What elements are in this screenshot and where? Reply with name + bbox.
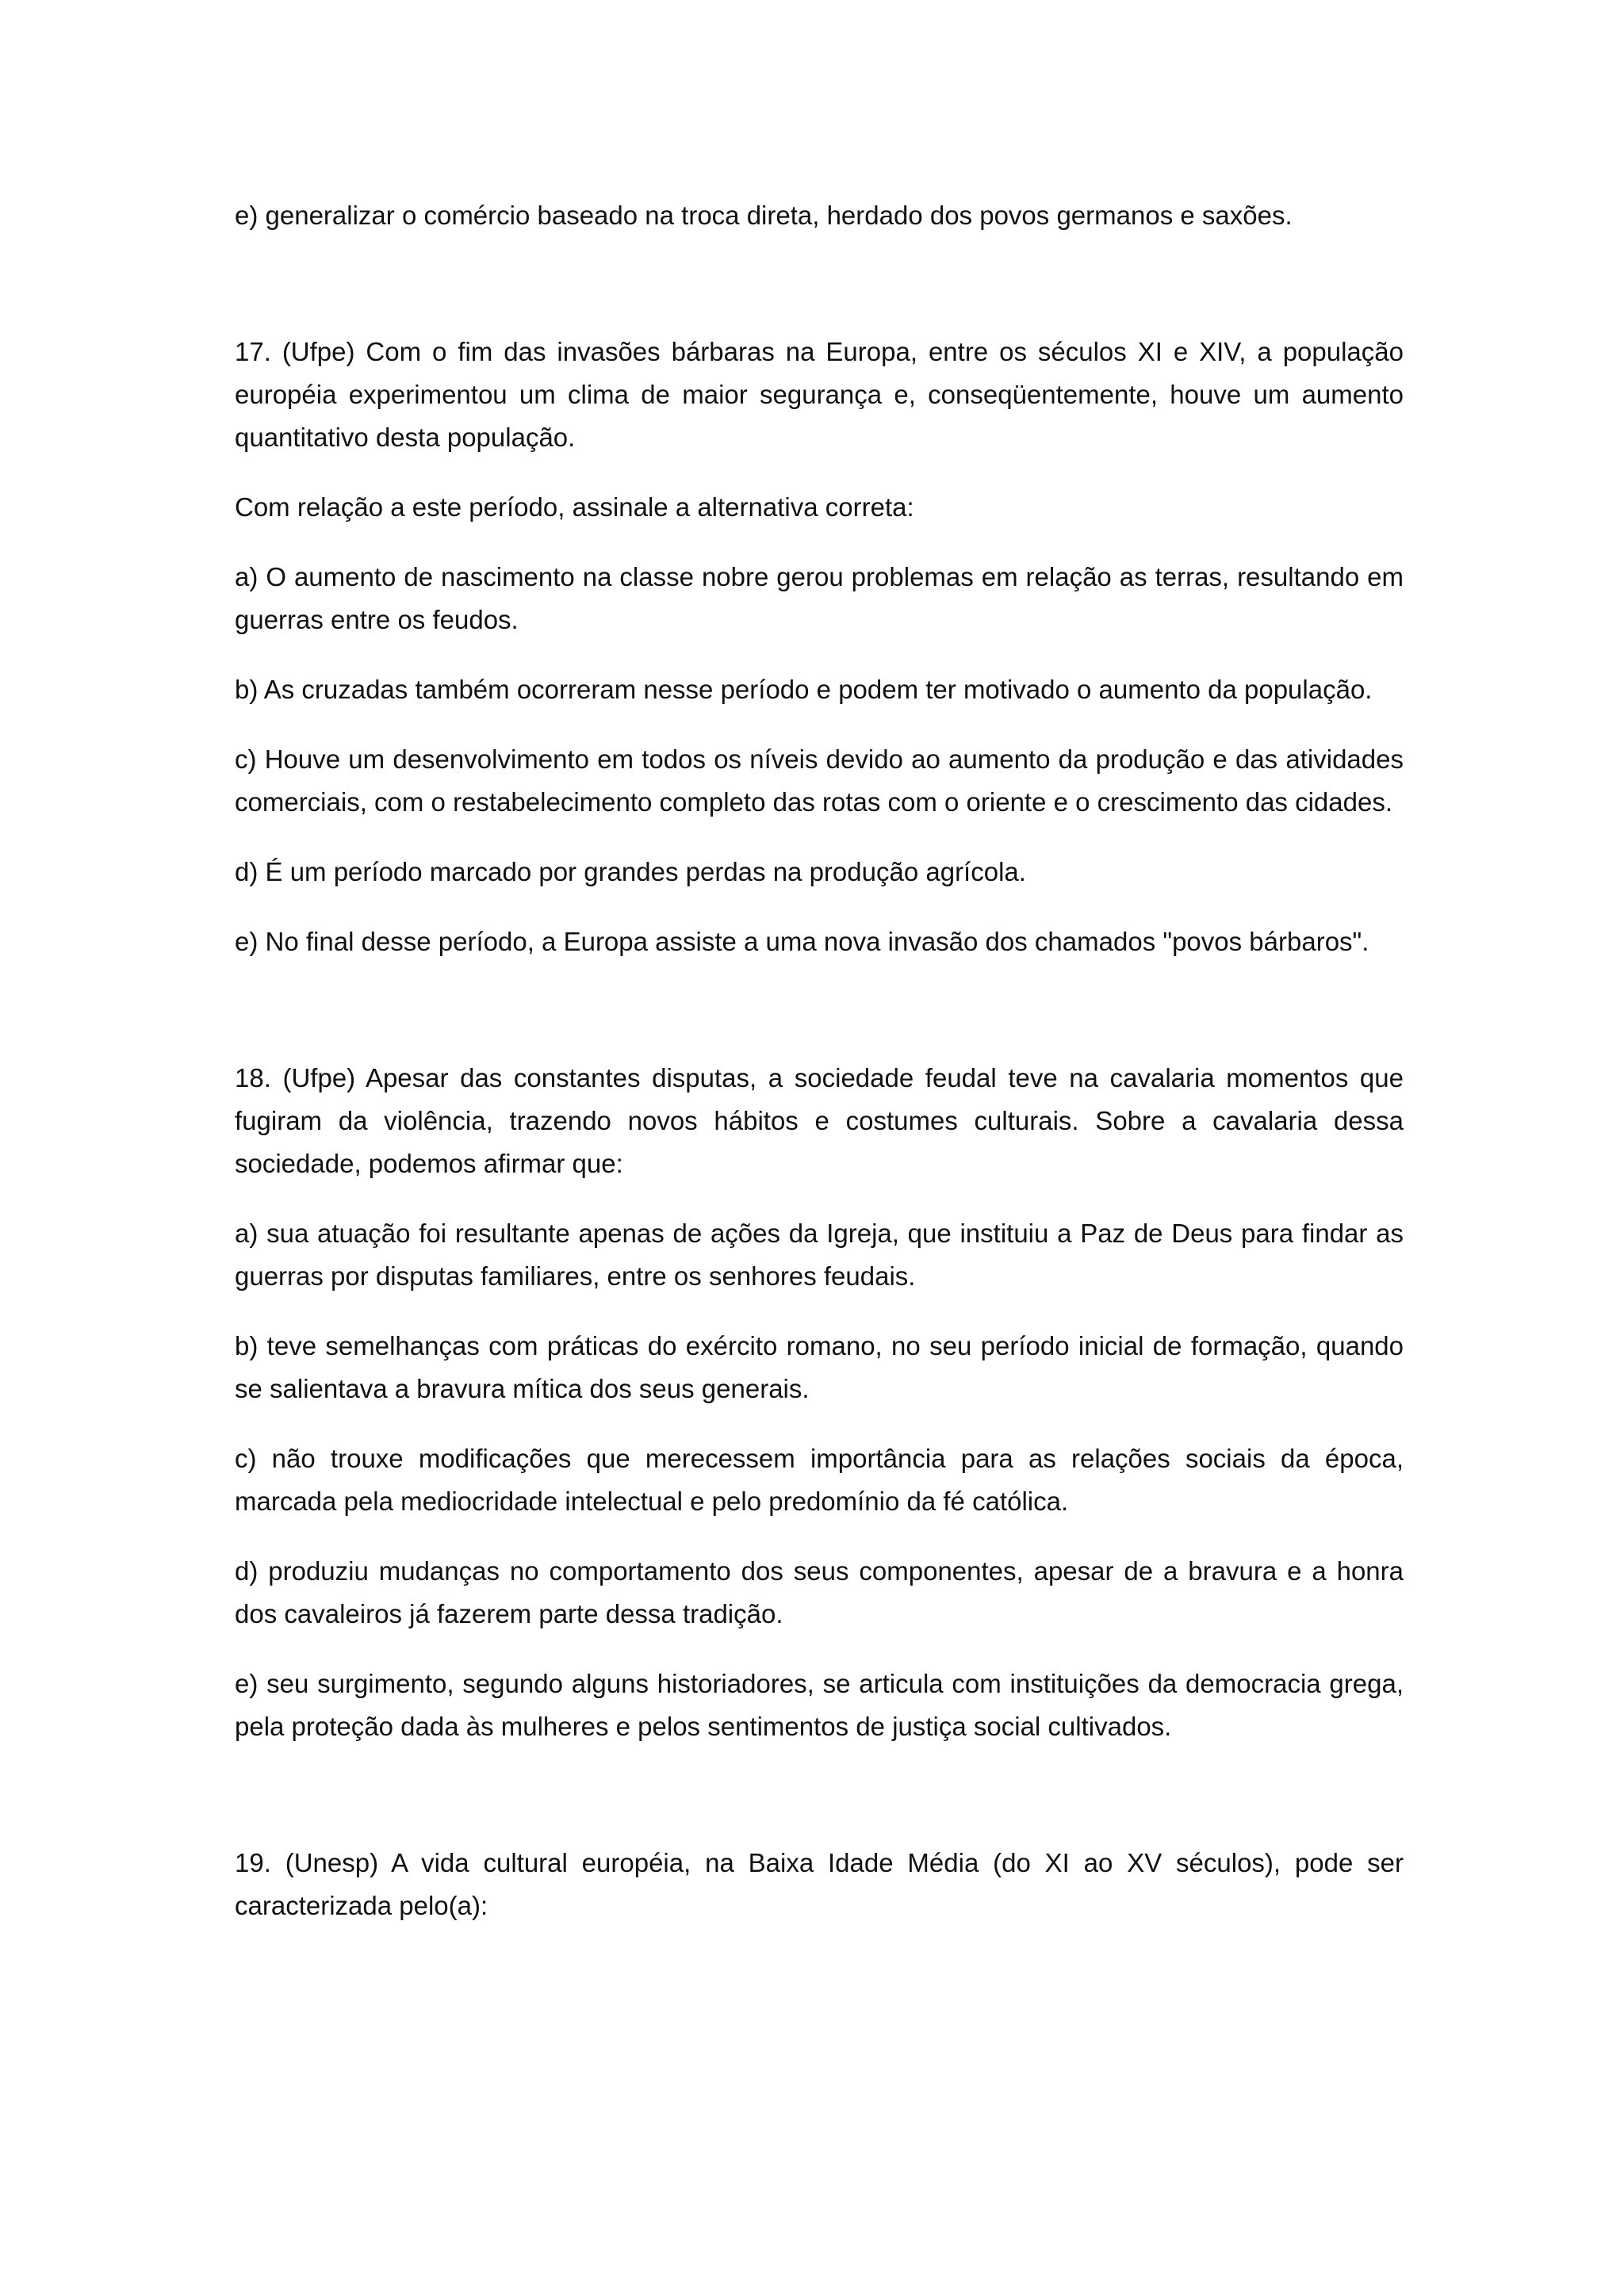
q18-stem: 18. (Ufpe) Apesar das constantes disputas, a sociedade feudal teve na cavalaria momentos que fugiram da violência, trazendo novos hábitos e costumes culturais. Sobre a cavalaria dessa sociedade, podemos afirmar que: (235, 1063, 1404, 1178)
q17-option-e: e) No final desse período, a Europa assiste a uma nova invasão dos chamados "povos bárbaros". (235, 927, 1369, 956)
q18-option-a: a) sua atuação foi resultante apenas de ações da Igreja, que instituiu a Paz de Deus para findar as guerras por disputas familiares, entre os senhores feudais. (235, 1219, 1404, 1291)
q16-option-e: e) generalizar o comércio baseado na troca direta, herdado dos povos germanos e saxões. (235, 201, 1293, 230)
document-body (235, 194, 1404, 1954)
q18-option-b: b) teve semelhanças com práticas do exército romano, no seu período inicial de formação, quando se salientava a bravura mítica dos seus generais. (235, 1331, 1404, 1403)
q17-option-d: d) É um período marcado por grandes perdas na produção agrícola. (235, 857, 1026, 886)
q17-option-c: c) Houve um desenvolvimento em todos os níveis devido ao aumento da produção e das atividades comerciais, com o restabelecimento completo das rotas com o oriente e o crescimento das cidades. (235, 744, 1404, 817)
q18-option-c: c) não trouxe modificações que merecessem importância para as relações sociais da época, marcada pela mediocridade intelectual e pelo predomínio da fé católica. (235, 1444, 1404, 1516)
q17-option-a: a) O aumento de nascimento na classe nobre gerou problemas em relação as terras, resultando em guerras entre os feudos. (235, 562, 1404, 634)
q17-instruction: Com relação a este período, assinale a alternativa correta: (235, 492, 914, 522)
q19-stem: 19. (Unesp) A vida cultural européia, na Baixa Idade Média (do XI ao XV séculos), pode ser caracterizada pelo(a): (235, 1848, 1404, 1920)
q17-option-b: b) As cruzadas também ocorreram nesse período e podem ter motivado o aumento da população. (235, 675, 1373, 704)
q18-option-e: e) seu surgimento, segundo alguns historiadores, se articula com instituições da democracia grega, pela proteção dada às mulheres e pelos sentimentos de justiça social cultivados. (235, 1669, 1404, 1741)
q17-stem: 17. (Ufpe) Com o fim das invasões bárbaras na Europa, entre os séculos XI e XIV, a população européia experimentou um clima de maior segurança e, conseqüentemente, houve um aumento quantitativo desta população. (235, 337, 1404, 452)
q18-option-d: d) produziu mudanças no comportamento dos seus componentes, apesar de a bravura e a honra dos cavaleiros já fazerem parte dessa tradição. (235, 1556, 1404, 1628)
